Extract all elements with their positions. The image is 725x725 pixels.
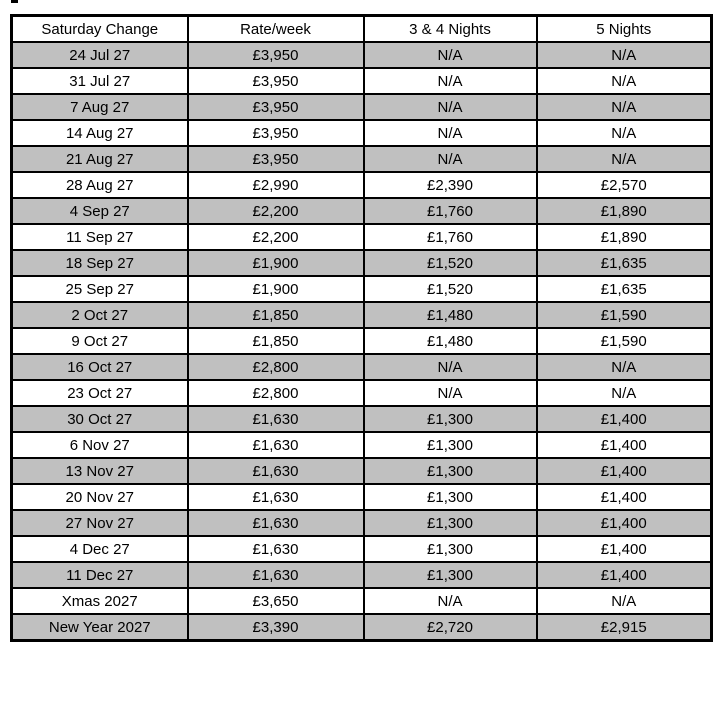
nights-3-4-cell: £2,390	[364, 172, 537, 198]
table-row	[12, 432, 712, 458]
rate-week-cell: £2,200	[188, 198, 364, 224]
nights-3-4-cell: £1,300	[364, 406, 537, 432]
nights-5-cell: N/A	[537, 588, 712, 614]
nights-5-cell: £1,890	[537, 198, 712, 224]
table-row	[12, 172, 712, 198]
nights-3-4-cell: £1,760	[364, 198, 537, 224]
nights-5-cell: £2,915	[537, 614, 712, 641]
nights-5-cell: £1,400	[537, 432, 712, 458]
nights-3-4-cell: £1,520	[364, 250, 537, 276]
table-row	[12, 94, 712, 120]
date-cell: 11 Sep 27	[12, 224, 188, 250]
nights-3-4-cell: £1,300	[364, 432, 537, 458]
rate-week-cell: £1,630	[188, 458, 364, 484]
date-cell: 4 Dec 27	[12, 536, 188, 562]
nights-3-4-cell: £1,300	[364, 536, 537, 562]
column-header-rate-week: Rate/week	[188, 16, 364, 43]
nights-3-4-cell: N/A	[364, 94, 537, 120]
rate-week-cell: £3,950	[188, 146, 364, 172]
date-cell: 31 Jul 27	[12, 68, 188, 94]
date-cell: 16 Oct 27	[12, 354, 188, 380]
rate-week-cell: £2,200	[188, 224, 364, 250]
date-cell: 30 Oct 27	[12, 406, 188, 432]
rate-week-cell: £3,950	[188, 120, 364, 146]
date-cell: 18 Sep 27	[12, 250, 188, 276]
rate-week-cell: £1,900	[188, 250, 364, 276]
nights-5-cell: N/A	[537, 94, 712, 120]
table-row	[12, 458, 712, 484]
table-row	[12, 276, 712, 302]
date-cell: 21 Aug 27	[12, 146, 188, 172]
nights-3-4-cell: £1,480	[364, 302, 537, 328]
date-cell: 13 Nov 27	[12, 458, 188, 484]
rate-week-cell: £1,850	[188, 302, 364, 328]
date-cell: Xmas 2027	[12, 588, 188, 614]
cropped-border-fragment	[11, 0, 18, 3]
nights-5-cell: N/A	[537, 68, 712, 94]
nights-5-cell: N/A	[537, 146, 712, 172]
rate-week-cell: £3,650	[188, 588, 364, 614]
date-cell: 6 Nov 27	[12, 432, 188, 458]
rate-week-cell: £1,900	[188, 276, 364, 302]
date-cell: 28 Aug 27	[12, 172, 188, 198]
nights-5-cell: £1,400	[537, 458, 712, 484]
table-row	[12, 224, 712, 250]
column-header-saturday-change: Saturday Change	[12, 16, 188, 43]
table-row	[12, 614, 712, 641]
rate-week-cell: £3,950	[188, 94, 364, 120]
nights-5-cell: £1,635	[537, 250, 712, 276]
rate-week-cell: £1,630	[188, 510, 364, 536]
nights-5-cell: £1,400	[537, 510, 712, 536]
nights-3-4-cell: £1,520	[364, 276, 537, 302]
nights-3-4-cell: N/A	[364, 68, 537, 94]
table-row	[12, 250, 712, 276]
nights-3-4-cell: N/A	[364, 354, 537, 380]
table-row	[12, 406, 712, 432]
nights-3-4-cell: £1,300	[364, 484, 537, 510]
nights-5-cell: N/A	[537, 42, 712, 68]
nights-3-4-cell: N/A	[364, 42, 537, 68]
date-cell: 11 Dec 27	[12, 562, 188, 588]
rate-week-cell: £3,390	[188, 614, 364, 641]
header-row	[12, 16, 712, 43]
nights-3-4-cell: £1,300	[364, 510, 537, 536]
nights-3-4-cell: £1,760	[364, 224, 537, 250]
nights-5-cell: £1,890	[537, 224, 712, 250]
date-cell: 25 Sep 27	[12, 276, 188, 302]
table-row	[12, 68, 712, 94]
rate-week-cell: £2,800	[188, 354, 364, 380]
table-row	[12, 328, 712, 354]
table-row	[12, 510, 712, 536]
nights-3-4-cell: N/A	[364, 588, 537, 614]
rate-week-cell: £1,630	[188, 432, 364, 458]
rates-table	[10, 14, 713, 642]
rate-week-cell: £1,630	[188, 536, 364, 562]
nights-3-4-cell: N/A	[364, 380, 537, 406]
table-row	[12, 302, 712, 328]
rate-week-cell: £1,630	[188, 562, 364, 588]
nights-5-cell: £1,400	[537, 562, 712, 588]
rate-week-cell: £3,950	[188, 68, 364, 94]
rate-week-cell: £1,850	[188, 328, 364, 354]
date-cell: 20 Nov 27	[12, 484, 188, 510]
nights-5-cell: N/A	[537, 354, 712, 380]
date-cell: 2 Oct 27	[12, 302, 188, 328]
nights-5-cell: N/A	[537, 120, 712, 146]
rate-week-cell: £2,800	[188, 380, 364, 406]
date-cell: 9 Oct 27	[12, 328, 188, 354]
date-cell: 14 Aug 27	[12, 120, 188, 146]
table-row	[12, 42, 712, 68]
nights-3-4-cell: £1,300	[364, 562, 537, 588]
nights-5-cell: £1,400	[537, 536, 712, 562]
nights-3-4-cell: £1,300	[364, 458, 537, 484]
column-header-5-nights: 5 Nights	[537, 16, 712, 43]
table-row	[12, 536, 712, 562]
nights-5-cell: £1,400	[537, 484, 712, 510]
rate-week-cell: £2,990	[188, 172, 364, 198]
nights-3-4-cell: £2,720	[364, 614, 537, 641]
rate-week-cell: £1,630	[188, 484, 364, 510]
nights-3-4-cell: £1,480	[364, 328, 537, 354]
date-cell: 24 Jul 27	[12, 42, 188, 68]
column-header-3-4-nights: 3 & 4 Nights	[364, 16, 537, 43]
nights-3-4-cell: N/A	[364, 120, 537, 146]
date-cell: 4 Sep 27	[12, 198, 188, 224]
nights-5-cell: £2,570	[537, 172, 712, 198]
rate-week-cell: £1,630	[188, 406, 364, 432]
nights-5-cell: £1,400	[537, 406, 712, 432]
table-row	[12, 146, 712, 172]
date-cell: 27 Nov 27	[12, 510, 188, 536]
table-row	[12, 354, 712, 380]
date-cell: 23 Oct 27	[12, 380, 188, 406]
nights-3-4-cell: N/A	[364, 146, 537, 172]
date-cell: 7 Aug 27	[12, 94, 188, 120]
nights-5-cell: N/A	[537, 380, 712, 406]
date-cell: New Year 2027	[12, 614, 188, 641]
table-row	[12, 380, 712, 406]
nights-5-cell: £1,635	[537, 276, 712, 302]
rate-week-cell: £3,950	[188, 42, 364, 68]
table-row	[12, 588, 712, 614]
nights-5-cell: £1,590	[537, 302, 712, 328]
table-row	[12, 120, 712, 146]
rate-table-body	[12, 42, 712, 641]
table-row	[12, 198, 712, 224]
table-row	[12, 562, 712, 588]
nights-5-cell: £1,590	[537, 328, 712, 354]
table-row	[12, 484, 712, 510]
